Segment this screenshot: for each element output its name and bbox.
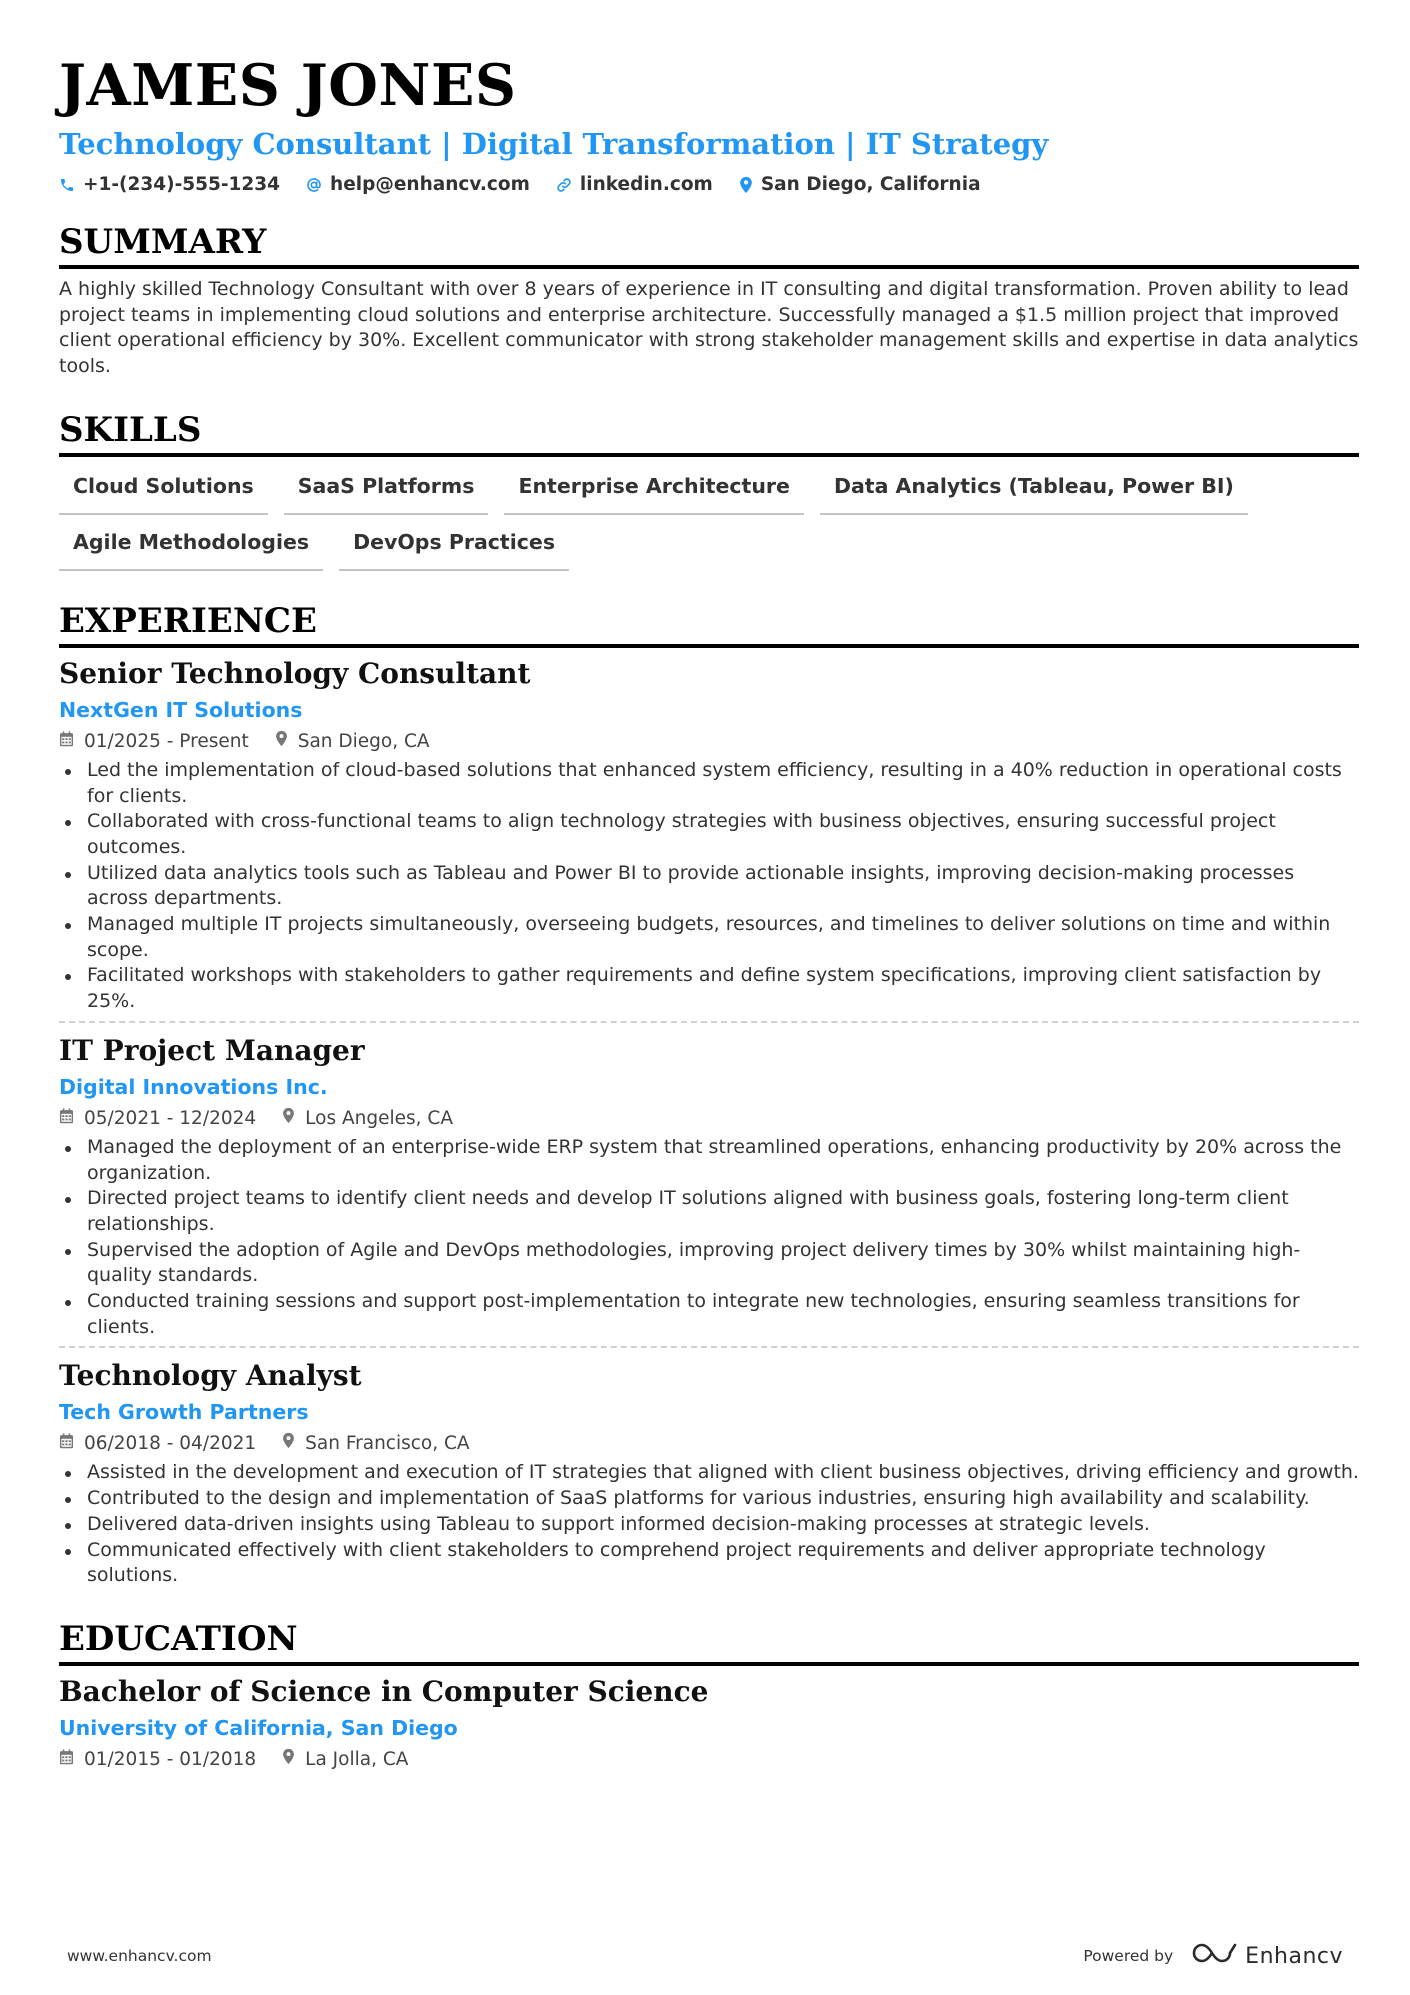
job-dates xyxy=(59,727,249,757)
skill-tag: Enterprise Architecture xyxy=(504,471,803,515)
skills-section xyxy=(59,409,1359,571)
company-name: Digital Innovations Inc. xyxy=(59,1074,328,1099)
dates-text: 05/2021 - 12/2024 xyxy=(84,1107,257,1129)
location-pin-icon xyxy=(739,176,753,194)
dates-text: 06/2018 - 04/2021 xyxy=(84,1433,257,1455)
location-text: San Diego, California xyxy=(760,174,981,195)
contact-location xyxy=(739,174,981,195)
calendar-icon xyxy=(59,1104,74,1134)
skills-list xyxy=(59,471,1359,571)
summary-section xyxy=(59,221,1359,380)
job-title: IT Project Manager xyxy=(59,1033,365,1067)
company-name: NextGen IT Solutions xyxy=(59,697,303,722)
job-location xyxy=(282,1104,453,1134)
location-text: Los Angeles, CA xyxy=(305,1107,453,1129)
list-item: Supervised the adoption of Agile and DevOps methodologies, improving project delivery times by 30% whilst maintaining high-quality standards. xyxy=(59,1238,1359,1289)
experience-entry xyxy=(59,1358,1359,1589)
skill-tag: Cloud Solutions xyxy=(59,471,268,515)
location-text: San Diego, CA xyxy=(297,730,430,752)
company-name: Tech Growth Partners xyxy=(59,1400,309,1425)
calendar-icon xyxy=(59,1429,74,1459)
job-meta xyxy=(59,727,1359,757)
location-pin-icon xyxy=(282,1104,295,1134)
job-title: Senior Technology Consultant xyxy=(59,656,531,690)
education-heading: EDUCATION xyxy=(59,1618,1359,1666)
phone-icon xyxy=(59,177,75,193)
list-item: Delivered data-driven insights using Tableau to support informed decision-making processes at strategic levels. xyxy=(59,1512,1359,1538)
job-meta xyxy=(59,1429,1359,1459)
job-dates xyxy=(59,1104,256,1134)
dates-text: 01/2015 - 01/2018 xyxy=(84,1748,257,1770)
contact-linkedin[interactable] xyxy=(556,174,713,195)
school-name: University of California, San Diego xyxy=(59,1715,458,1740)
list-item: Facilitated workshops with stakeholders to gather requirements and define system specifications, improving client satisfaction by 25%. xyxy=(59,963,1359,1014)
degree-title: Bachelor of Science in Computer Science xyxy=(59,1674,709,1708)
brand-logo[interactable] xyxy=(1191,1942,1343,1970)
achievement-list xyxy=(59,758,1359,1015)
list-item: Collaborated with cross-functional teams to align technology strategies with business objectives, ensuring successful project outcomes. xyxy=(59,809,1359,860)
entry-divider xyxy=(59,1346,1359,1348)
job-location xyxy=(275,727,430,757)
list-item: Managed the deployment of an enterprise-wide ERP system that streamlined operations, enhancing productivity by 20% across the organization. xyxy=(59,1135,1359,1186)
education-entry xyxy=(59,1674,1359,1775)
location-pin-icon xyxy=(282,1429,295,1459)
calendar-icon xyxy=(59,1745,74,1775)
list-item: Conducted training sessions and support post-implementation to integrate new technologies, ensuring seamless transitions for clients. xyxy=(59,1289,1359,1340)
location-text: La Jolla, CA xyxy=(305,1748,409,1770)
list-item: Assisted in the development and execution of IT strategies that aligned with client business objectives, driving efficiency and growth. xyxy=(59,1460,1359,1486)
footer-website-link[interactable]: www.enhancv.com xyxy=(67,1947,212,1965)
job-title: Technology Analyst xyxy=(59,1359,362,1393)
experience-section xyxy=(59,600,1359,1589)
location-text: San Francisco, CA xyxy=(305,1433,470,1455)
powered-by-label: Powered by xyxy=(1083,1947,1174,1965)
contact-email[interactable] xyxy=(306,174,530,195)
calendar-icon xyxy=(59,727,74,757)
at-icon xyxy=(306,177,322,193)
education-section xyxy=(59,1618,1359,1775)
list-item: Communicated effectively with client stakeholders to comprehend project requirements and deliver appropriate technology solutions. xyxy=(59,1538,1359,1589)
page-footer xyxy=(67,1942,1343,1970)
job-dates xyxy=(59,1429,256,1459)
list-item: Led the implementation of cloud-based solutions that enhanced system efficiency, resulting in a 40% reduction in operational costs for clients. xyxy=(59,758,1359,809)
job-meta xyxy=(59,1104,1359,1134)
entry-divider xyxy=(59,1021,1359,1023)
summary-text: A highly skilled Technology Consultant with over 8 years of experience in IT consulting and digital transformation. Proven ability to lead project teams in implementing cloud solutions and enterprise architecture. Successfully managed a $1.5 million project that improved client operational efficiency by 30%. Excellent communicator with strong stakeholder management skills and expertise in data analytics tools. xyxy=(59,278,1359,378)
contact-phone[interactable] xyxy=(59,174,280,195)
list-item: Managed multiple IT projects simultaneously, overseeing budgets, resources, and timelines to deliver solutions on time and within scope. xyxy=(59,912,1359,963)
powered-by xyxy=(1083,1942,1343,1970)
education-dates xyxy=(59,1745,256,1775)
education-meta xyxy=(59,1745,1359,1775)
dates-text: 01/2025 - Present xyxy=(84,730,249,752)
skill-tag: Agile Methodologies xyxy=(59,527,323,571)
job-location xyxy=(282,1429,469,1459)
skill-tag: Data Analytics (Tableau, Power BI) xyxy=(820,471,1248,515)
list-item: Directed project teams to identify client needs and develop IT solutions aligned with business goals, fostering long-term client relationships. xyxy=(59,1186,1359,1237)
location-pin-icon xyxy=(282,1745,295,1775)
contact-bar xyxy=(59,174,1359,195)
summary-heading: SUMMARY xyxy=(59,221,1359,269)
skill-tag: DevOps Practices xyxy=(339,527,569,571)
experience-entry xyxy=(59,656,1359,1015)
phone-text: +1-(234)-555-1234 xyxy=(83,174,281,195)
achievement-list xyxy=(59,1460,1359,1589)
link-icon xyxy=(556,177,572,193)
list-item: Utilized data analytics tools such as Tableau and Power BI to provide actionable insights, improving decision-making processes across departments. xyxy=(59,861,1359,912)
list-item: Contributed to the design and implementation of SaaS platforms for various industries, ensuring high availability and scalability. xyxy=(59,1486,1359,1512)
enhancv-logo-icon xyxy=(1191,1942,1237,1970)
achievement-list xyxy=(59,1135,1359,1341)
linkedin-text: linkedin.com xyxy=(579,174,713,195)
candidate-name: JAMES JONES xyxy=(59,52,517,119)
skill-tag: SaaS Platforms xyxy=(284,471,489,515)
resume-page xyxy=(59,48,1359,1775)
email-text: help@enhancv.com xyxy=(330,174,530,195)
experience-entry xyxy=(59,1033,1359,1341)
education-location xyxy=(282,1745,408,1775)
resume-header xyxy=(59,48,1359,195)
location-pin-icon xyxy=(275,727,288,757)
skills-heading: SKILLS xyxy=(59,409,1359,457)
candidate-headline: Technology Consultant | Digital Transformation | IT Strategy xyxy=(59,127,1049,161)
experience-heading: EXPERIENCE xyxy=(59,600,1359,648)
brand-name: Enhancv xyxy=(1245,1943,1343,1969)
